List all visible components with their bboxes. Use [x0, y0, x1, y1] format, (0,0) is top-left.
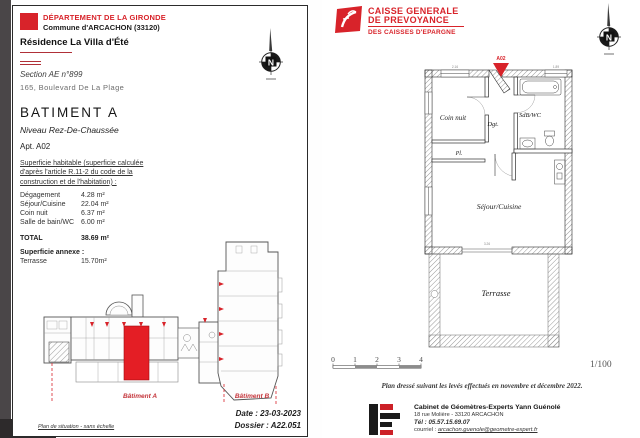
toilet — [545, 131, 555, 146]
logo-underline — [368, 26, 464, 27]
surveyor-name: Cabinet de Géomètres-Experts Yann Guénolé — [414, 404, 561, 411]
total-label: TOTAL — [20, 235, 43, 242]
sink — [520, 138, 535, 149]
svg-text:1.89: 1.89 — [552, 65, 560, 69]
room-label-sejour: Séjour/Cuisine — [476, 202, 522, 211]
north-compass-icon — [594, 3, 624, 61]
area-heading — [20, 159, 180, 187]
link-building — [178, 328, 199, 358]
site-plan — [31, 238, 306, 408]
department-title: DÉPARTEMENT DE LA GIRONDE — [43, 13, 166, 22]
area-heading-line: d'après l'article R.11-2 du code de la — [20, 169, 133, 177]
row-label: Séjour/Cuisine — [20, 201, 66, 208]
terrace-walls — [429, 254, 559, 347]
building-title: BATIMENT A — [20, 105, 120, 120]
room-label-terrasse: Terrasse — [481, 288, 511, 298]
logo-line1: CAISSE GENERALE — [368, 6, 459, 16]
level-label: Niveau Rez-De-Chaussée — [20, 125, 119, 135]
row-value: 6.37 m² — [81, 210, 105, 217]
apartment-label: Apt. A02 — [20, 142, 51, 151]
scan-edge-strip — [0, 0, 11, 438]
double-red-rule — [20, 61, 41, 65]
area-heading-line: construction et de l'habitation) : — [20, 178, 117, 186]
room-label-pl: Pl. — [455, 151, 463, 157]
table-row — [20, 219, 190, 228]
terrace-column — [431, 291, 438, 298]
north-compass-icon — [256, 28, 286, 86]
surveyor-block — [414, 404, 560, 433]
svg-text:3.26: 3.26 — [483, 242, 491, 246]
building-a-west — [44, 317, 71, 363]
street-address: 165, Boulevard De La Plage — [20, 83, 125, 92]
logo-line2: DE PREVOYANCE — [368, 15, 450, 25]
row-value: 15.70m² — [81, 258, 107, 265]
survey-caption: Plan dressé suivant les levés effectués en novembre et décembre 2022. — [381, 382, 583, 390]
area-table — [20, 192, 190, 228]
right-page — [322, 0, 640, 438]
entrance-porch — [106, 295, 143, 317]
room-label-coin-nuit: Coin nuit — [439, 114, 467, 122]
gironde-logo — [20, 13, 38, 30]
red-underline — [20, 52, 72, 53]
scale-ratio: 1/100 — [590, 360, 612, 370]
bay-window — [462, 249, 512, 252]
commune-title: Commune d'ARCACHON (33120) — [43, 23, 160, 32]
svg-text:0: 0 — [331, 355, 335, 364]
svg-text:N: N — [267, 57, 275, 68]
doors — [467, 95, 535, 176]
scale-bar — [325, 354, 435, 374]
svg-text:4: 4 — [419, 355, 423, 364]
apartment-floor-plan — [417, 52, 592, 360]
room-label-sdb: SdB/WC — [518, 112, 542, 119]
unit-marker-label: A02 — [496, 56, 506, 62]
date-dossier-block — [235, 408, 301, 431]
svg-text:3: 3 — [397, 355, 401, 364]
building-b-label: Bâtiment B — [234, 393, 270, 400]
highlighted-unit-a02 — [124, 326, 149, 380]
left-page — [12, 5, 308, 437]
table-row — [20, 210, 190, 219]
surveyor-address: 18 rue Molière - 33120 ARCACHON — [414, 412, 504, 418]
logo-line3: DES CAISSES D'EPARGNE — [368, 29, 456, 36]
row-value: 6.00 m² — [81, 219, 105, 226]
surveyor-phone: Tél : 05.57.15.69.07 — [414, 419, 470, 426]
building-b — [209, 242, 282, 400]
dossier-label: Dossier : A22.051 — [234, 420, 301, 430]
date-label: Date : 23-03-2023 — [235, 409, 301, 418]
row-label: Coin nuit — [20, 210, 48, 217]
interior-walls — [432, 77, 572, 180]
row-label: Terrasse — [20, 258, 47, 265]
building-a-label: Bâtiment A — [122, 393, 158, 400]
kitchen-unit — [555, 160, 566, 184]
row-label: Salle de bain/WC — [20, 219, 75, 226]
svg-text:2: 2 — [375, 355, 379, 364]
cadastral-section: Section AE n°899 — [20, 70, 83, 79]
email-label: courriel : — [414, 427, 438, 433]
svg-text:2.16: 2.16 — [451, 65, 459, 69]
bathtub — [520, 79, 561, 95]
total-value: 38.69 m² — [81, 235, 110, 242]
caisse-epargne-logo-icon — [335, 5, 364, 34]
svg-text:N: N — [605, 32, 613, 43]
row-value: 4.28 m² — [81, 192, 105, 199]
annex-heading: Superficie annexe : — [20, 249, 85, 256]
table-row — [20, 192, 190, 201]
surveyor-email-row — [414, 427, 560, 433]
row-label: Dégagement — [20, 192, 61, 199]
email-address: arcachon.guenole@geometre-expert.fr — [437, 427, 538, 433]
residence-title: Résidence La Villa d'Été — [20, 37, 129, 48]
row-value: 22.04 m² — [81, 201, 109, 208]
area-heading-line: Superficie habitable (superficie calculée — [20, 160, 144, 167]
table-row — [20, 201, 190, 210]
svg-text:1: 1 — [353, 355, 357, 364]
site-plan-caption: Plan de situation - sans échelle — [38, 424, 115, 430]
room-label-dgt: Dgt. — [487, 121, 499, 128]
geometre-expert-logo-icon — [367, 403, 401, 436]
